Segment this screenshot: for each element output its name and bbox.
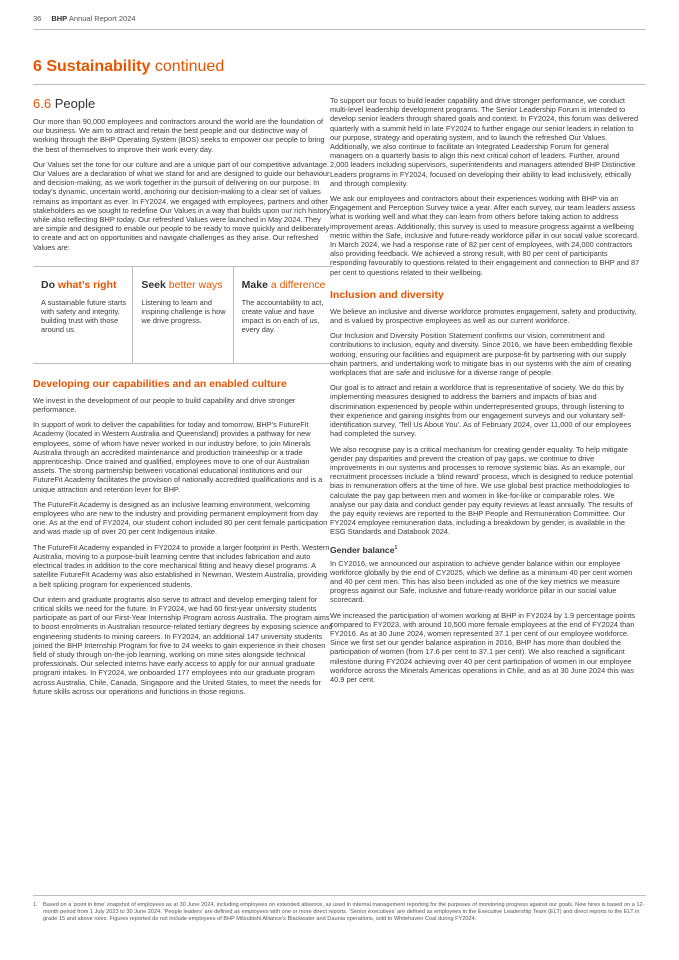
footnote-marker: 1 xyxy=(394,544,398,551)
page-header xyxy=(33,14,136,23)
header-rule xyxy=(33,29,646,30)
value-title xyxy=(41,279,126,291)
value-title-accent: what’s right xyxy=(57,278,117,291)
capabilities-paragraph: Our intern and graduate programs also serve to attract and develop emerging talent for critical skills we need for the future. In FY2024, we had 60 first-year university students participate as part of our First-Year Internship Program across Australia. The program aims to boost enrolments in Australian resource-related tertiary degrees by exposing science and engineering students to mining careers. In FY2024, an additional 147 university students joined the BHP Internship Program for five to 24 weeks to gain experience in their chosen field of study through on-the-job learning, working on mine sites alongside technical professionals. Our selected interns have early access to apply for our annual graduate program intakes. In FY2024, we onboarded 177 employees into our graduate program across Australia, Chile, Canada, Singapore and the United States, to meet the needs for future skills across our operations and functions in those regions. xyxy=(33,594,333,696)
value-do-whats-right xyxy=(33,267,132,363)
left-column xyxy=(33,96,333,702)
value-text: The accountability to act, create value and have impact is on each of us, every day. xyxy=(241,297,324,335)
section-title-main: 6 Sustainability xyxy=(33,58,151,75)
publication-name: BHP xyxy=(51,14,68,23)
inclusion-paragraph: We also recognise pay is a critical mechanism for creating gender equality. To help mitigate gender pay disparities and prevent the creation of pay gaps, we continue to drive improvements in our systems and processes to remove systemic bias. As an example, our recruitment processes include a ‘blind reward’ process, which is designed to reduce potential bias in remuneration offers at the time of hire. We use global best practice methodologies to calculate the pay gap between men and women in like-for-like or comparable roles. We analyse our pay data and conduct gender pay equity reviews at least annually. The results of the pay equity reviews are reported to the BHP People and Remuneration Committee. Our FY2024 employee remuneration data, including a breakdown by gender, is available in the ESG Standards and Databook 2024. xyxy=(330,444,633,537)
inclusion-paragraph: Our Inclusion and Diversity Position Statement confirms our vision, commitment and contributions to inclusion, equity and diversity. Since 2016, we have been embedding flexible working, ensuring our facilities and equipment are purpose-fit by partnering with our supply chain partners, and undertaking work to mitigate bias in our systems with the aim of creating workplaces that are safe and inclusive for a diverse range of people. xyxy=(330,331,633,378)
inclusion-paragraph: We believe an inclusive and diverse workforce promotes engagement, safety and productivity, and is valued by prospective employees as well as our current workforce. xyxy=(330,306,637,326)
value-seek-better-ways xyxy=(132,267,232,363)
value-text: A sustainable future starts with safety and integrity, building trust with those around us. xyxy=(41,297,127,335)
section-title xyxy=(33,58,224,76)
footnote xyxy=(33,895,646,923)
people-paragraph: Our more than 90,000 employees and contractors around the world are the foundation of our business. We aim to attract and retain the best people and our distinctive way of working through the BHP Operating System (BOS) seeks to empower our people to bring the best of themselves to improve their work every day. xyxy=(33,117,325,154)
capabilities-paragraph: The FutureFit Academy expanded in FY2024 to provide a larger footprint in Perth, Western Australia, moving to a purpose-built learning centre that includes fabrication and auto electrical trades in addition to the core mechanical fitting and heavy diesel programs. A satellite FutureFit Academy was also established in Newman, Western Australia, providing a belt splicing program for experienced students. xyxy=(33,542,330,589)
people-paragraph: Our Values set the tone for our culture and are a unique part of our competitive advantage. Our Values are a declaration of what we stand for and are designed to guide our behaviour and decision-making, as we work together in the pursuit of delivering on our purpose. In today’s dynamic, uncertain world, anchoring our decision-making to a clear set of values remains as important as ever. In FY2024, we engaged with employees, partners and other stakeholders as we sought to redefine Our Values in a way that builds upon our rich history, while also reflecting BHP today. Our refreshed Values were launched in May 2024. They are simple and designed to enable our people to be ready to move quickly and deliberately to create and act on opportunities and navigate challenges as they arise. Our refreshed Values are: xyxy=(33,159,332,252)
value-title-verb: Do xyxy=(41,278,58,291)
section-rule xyxy=(33,84,646,85)
gender-heading-title: Gender balance xyxy=(330,544,395,555)
gender-heading xyxy=(330,545,640,555)
value-title xyxy=(242,279,327,291)
people-heading-number: 6.6 xyxy=(33,96,52,111)
capabilities-paragraph: In support of work to deliver the capabilities for today and tomorrow, BHP’s FutureFit Academy (located in Western Australia and Queensland) provides a pathway for new employees, some of whom have never worked in our industry before, to join Minerals Australia through an accredited maintenance and production traineeship or a trade apprenticeship. Once trained and qualified, employees move to one of our Australian assets. The strong partnership between vocational educational institutions and our FutureFit Academy facilitates the provision of nationally accredited qualifications and is a unique attraction and retention lever for BHP. xyxy=(33,420,323,494)
value-text: Listening to learn and inspiring challenge is how we drive progress. xyxy=(141,297,226,326)
capabilities-paragraph: The FutureFit Academy is designed as an inclusive learning environment, welcoming employees who are new to the industry and providing permanent employment from day one. As at the end of FY2024, our student cohort included 80 per cent female participation and was made up of over 20 per cent Indigenous intake. xyxy=(33,499,328,537)
value-make-a-difference xyxy=(233,267,333,363)
people-heading xyxy=(33,96,333,111)
footnote-number: 1. xyxy=(33,902,38,908)
leadership-paragraph: We ask our employees and contractors about their experiences working with BHP via an Engagement and Perception Survey twice a year. After each survey, our team leaders assess what is working well and what they can learn from others before taking action to address improvement areas. Additionally, this survey is used to measure progress against a wellbeing metric within the Safe, inclusive and future-ready workforce pillar in our social value scorecard. In March 2024, we had a response rate of 82 per cent of employees, with 24,000 contractors also providing feedback. We achieved a strong result, with 80 per cent of participants responding favourably to questions related to their engagement and connection to BHP and 87 per cent to questions related to their wellbeing. xyxy=(330,194,640,277)
capabilities-paragraph: We invest in the development of our people to build capability and drive stronger performance. xyxy=(33,395,296,415)
page-number: 36 xyxy=(33,14,42,23)
leadership-paragraph: To support our focus to build leader capability and drive stronger performance, we conduct multi-level leadership development programs. The Senior Leadership Forum is intended to develop senior leaders through shared goals and context. In FY2024, this forum was delivered quarterly with a summit held in late FY2024 to further engage our senior leaders in relation to our purpose, strategy and operating system, and to launch the refreshed Our Values. Additionally, we also continue to facilitate an Integrated Leadership Forum for general managers on a quarterly basis to align this next critical cohort of leaders. Further, around 2,000 leaders including supervisors, superintendents and managers attended BHP Distinctive Leaders programs in FY2024, focused on developing their ability to lead inclusively, ethically and through complexity. xyxy=(330,96,639,188)
capabilities-heading: Developing our capabilities and an enabled culture xyxy=(33,377,287,390)
value-title-accent: better ways xyxy=(168,278,223,291)
right-column xyxy=(330,96,640,690)
value-title-accent: a difference xyxy=(270,278,326,291)
publication-title: Annual Report 2024 xyxy=(67,14,136,23)
inclusion-paragraph: Our goal is to attract and retain a workforce that is representative of society. We do this by implementing measures designed to address the barriers and impacts of bias and discrimination experienced by people within underrepresented groups, through listening to their experience and gaining insights from our engagement surveys and our voluntary self-identification survey, ‘Tell Us About You’. As of February 2024, over 11,000 of our employees had completed the survey. xyxy=(330,383,632,439)
section-title-suffix: continued xyxy=(154,58,225,75)
values-panel xyxy=(33,266,333,364)
people-heading-title: People xyxy=(54,96,96,111)
inclusion-heading: Inclusion and diversity xyxy=(330,288,444,301)
gender-paragraph: In CY2016, we announced our aspiration to achieve gender balance within our employee workforce globally by the end of CY2025, which we define as a minimum 40 per cent women and 40 per cent men. This has also been included as one of the key metrics we measure progress against our Safe, inclusive and future-ready workforce pillar in our social value scorecard. xyxy=(330,558,633,605)
value-title xyxy=(141,279,226,291)
gender-paragraph: We increased the participation of women working at BHP in FY2024 by 1.9 percentage points compared to FY2023, with around 10,500 more female employees at the end of FY2024 than FY2016. As at 30 June 2024, women represented 37.1 per cent of our employee workforce. Since we first set our gender balance aspiration in 2016, BHP has more than doubled the participation of women (from 17.6 per cent to 37.1 per cent). We also reached a significant milestone during FY2024 achieving over 40 per cent participation of women in our employee workforce across the Minerals Americas operations in Chile, and as at 30 June 2024 this was 40.9 per cent. xyxy=(330,610,635,684)
footnote-text: Based on a ‘point in time’ snapshot of employees as at 30 June 2024, including employees on extended absence, as used in internal management reporting for the purposes of monitoring progress against our goals. New hires is based on a 12-month period from 1 July 2023 to 30 June 2024. ‘People leaders’ are defined as employees with one or more direct reports. ‘Senior executives’ are defined as employees in the Executive Leadership Team (ELT) and direct reports to the ELT in grade 15 and above roles. Figures reported do not include employees of BHP Mitsubishi Alliance’s Blackwater and Daunia operations, sold to Whitehaven Coal during FY2024. xyxy=(43,902,645,922)
value-title-verb: Make xyxy=(241,278,271,291)
value-title-verb: Seek xyxy=(141,278,169,291)
